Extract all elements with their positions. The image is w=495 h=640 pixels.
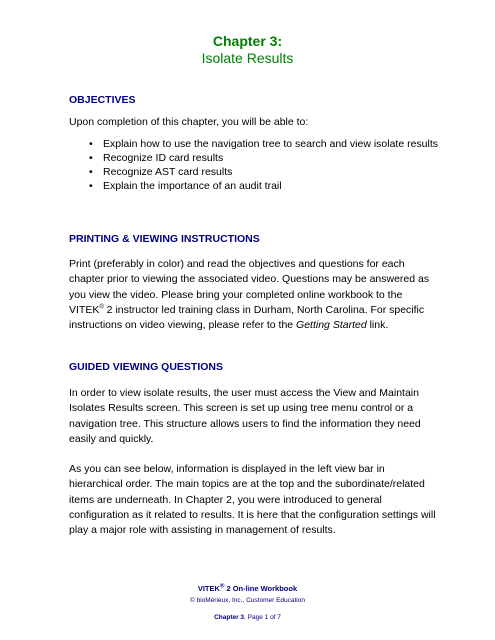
printing-instructions: Print (preferably in color) and read the objectives and questions for each chapter prior to viewing the associated video. Questions may be answered as you view the video. Please bring your completed online workbook to the VITEK® 2 instructor led training class in Durham, North Carolina. For specific instructions on video viewing, please refer to the Getting Started link. [69, 258, 430, 332]
guided-para-1: In order to view isolate results, the user must access the View and Maintain Isolates Results screen. This screen is set up using tree menu control or a navigation tree. This structure allows users to find the information they need easily and quickly. [69, 387, 421, 445]
list-item: • Recognize AST card results [89, 166, 233, 178]
footer-page-number: Chapter 3, Page 1 of 7 [214, 614, 281, 621]
list-item: • Recognize ID card results [89, 152, 224, 164]
getting-started-link[interactable]: Getting Started [296, 319, 367, 332]
footer-copyright: © bioMérieux, Inc., Customer Education [190, 597, 305, 604]
bullet-icon: • [89, 138, 93, 150]
guided-heading: GUIDED VIEWING QUESTIONS [69, 361, 224, 373]
list-item: • Explain the importance of an audit trail [89, 180, 282, 192]
objectives-intro: Upon completion of this chapter, you will be able to: [69, 116, 309, 128]
guided-para-2: As you can see below, information is displayed in the left view bar in hierarchical order. The main topics are at the top and the subordinate/related items are underneath. In Chapter 2, you were introduced to general configuration as it related to results. It is here that the configuration settings will play a major role with assisting in management of results. [69, 463, 436, 537]
chapter-title: Isolate Results [201, 50, 294, 66]
footer-product: VITEK® 2 On-line Workbook [197, 583, 298, 593]
bullet-icon: • [89, 166, 93, 178]
chapter-title-block [0, 33, 495, 67]
bullet-icon: • [89, 152, 93, 164]
printing-heading: PRINTING & VIEWING INSTRUCTIONS [69, 233, 260, 245]
chapter-number: Chapter 3: [212, 33, 283, 49]
objectives-list [69, 137, 439, 193]
objectives-heading: OBJECTIVES [69, 94, 136, 106]
bullet-icon: • [89, 180, 93, 192]
list-item: • Explain how to use the navigation tree to search and view isolate results [89, 138, 439, 150]
page-footer [0, 583, 495, 624]
